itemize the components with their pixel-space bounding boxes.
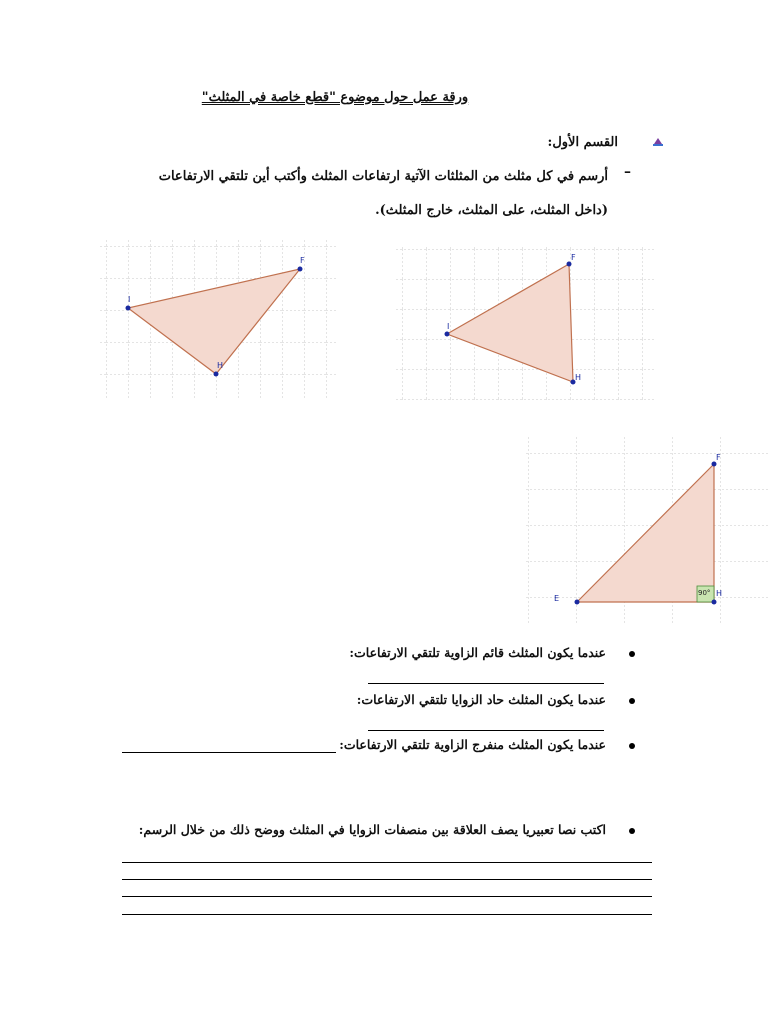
vertex-label-f: F bbox=[716, 453, 721, 462]
answer-line-4c[interactable] bbox=[122, 896, 652, 897]
question-4: اكتب نصا تعبيريا يصف العلاقة بين منصفات الزوايا في المثلث ووضح ذلك من خلال الرسم: bbox=[138, 822, 606, 837]
vertex-label-f: F bbox=[571, 253, 576, 262]
triangle-figure-3 bbox=[526, 436, 768, 624]
vertex-label-i: I bbox=[128, 295, 131, 304]
page-title: ورقة عمل حول موضوع "قطع خاصة في المثلث" bbox=[201, 90, 469, 105]
vertex-point bbox=[712, 462, 717, 467]
vertex-label-h: H bbox=[575, 373, 582, 382]
triangle-figure-2 bbox=[396, 245, 656, 400]
instruction-dash: – bbox=[624, 164, 631, 180]
question-2: عندما يكون المثلث حاد الزوايا تلتقي الارتفاعات: bbox=[356, 692, 606, 707]
vertex-point bbox=[567, 262, 572, 267]
vertex-label-e: E bbox=[554, 594, 560, 603]
vertex-point bbox=[575, 600, 580, 605]
vertex-point bbox=[214, 372, 219, 377]
vertex-label-i: I bbox=[447, 322, 450, 331]
bullet bbox=[629, 828, 635, 834]
bullet bbox=[629, 651, 635, 657]
arrow-bullet-icon bbox=[652, 136, 664, 148]
vertex-label-h: H bbox=[217, 361, 224, 370]
instruction-text: أرسم في كل مثلث من المثلثات الآتية ارتفاعات المثلث وأكتب أين تلتقي الارتفاعات (داخل المثلث، على المثلث، خارج المثلث). bbox=[158, 169, 608, 218]
answer-line-4a[interactable] bbox=[122, 862, 652, 863]
question-3: عندما يكون المثلث منفرج الزاوية تلتقي الارتفاعات: bbox=[339, 737, 606, 752]
answer-line-2[interactable] bbox=[368, 730, 604, 731]
vertex-label-f: F bbox=[300, 256, 305, 265]
bullet bbox=[629, 698, 635, 704]
vertex-point bbox=[445, 332, 450, 337]
bullet bbox=[629, 743, 635, 749]
section-title: القسم الأول: bbox=[547, 135, 618, 150]
triangle-figure-1 bbox=[98, 240, 338, 400]
question-1: عندما يكون المثلث قائم الزاوية تلتقي الارتفاعات: bbox=[349, 645, 606, 660]
vertex-point bbox=[298, 267, 303, 272]
vertex-point bbox=[712, 600, 717, 605]
angle-label: 90° bbox=[698, 589, 711, 597]
answer-line-4b[interactable] bbox=[122, 879, 652, 880]
answer-line-4d[interactable] bbox=[122, 914, 652, 915]
answer-line-1[interactable] bbox=[368, 683, 604, 684]
vertex-point bbox=[126, 306, 131, 311]
vertex-label-h: H bbox=[716, 589, 723, 598]
answer-line-3[interactable] bbox=[122, 752, 336, 753]
